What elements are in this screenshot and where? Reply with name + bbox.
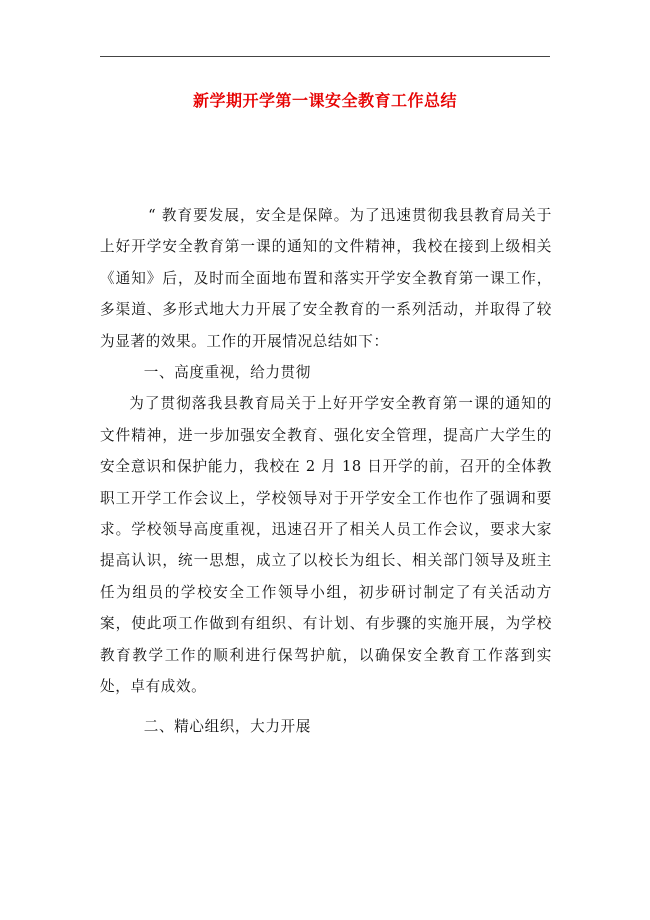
header-rule [100,56,550,57]
intro-paragraph: “ 教育要发展，安全是保障。为了迅速贯彻我县教育局关于上好开学安全教育第一课的通知的文件精神，我校在接到上级相关《通知》后，及时而全面地布置和落实开学安全教育第一课工作，多渠道、多形式地大力开展了安全教育的一系列活动，并取得了较为显著的效果。工作的开展情况总结如下： [100,207,552,350]
document-title: 新学期开学第一课安全教育工作总结 [192,91,457,110]
document-body [100,200,552,742]
section-heading-1: 一、高度重视，给力贯彻 [143,364,311,382]
section-1-paragraph: 为了贯彻落我县教育局关于上好开学安全教育第一课的通知的文件精神，进一步加强安全教育、强化安全管理，提高广大学生的安全意识和保护能力，我校在 2 月 18 日开学的前，召开的全体教职工开学工作会议上，学校领导对于开学安全工作也作了强调和要求。学校领导高度重视，迅速召开了相关人员工作会议，要求大家提高认识，统一思想，成立了以校长为组长、相关部门领导及班主任为组员的学校安全工作领导小组，初步研讨制定了有关活动方案，使此项工作做到有组织、有计划、有步骤的实施开展，为学校教育教学工作的顺利进行保驾护航，以确保安全教育工作落到实处，卓有成效。 [100,395,552,696]
section-heading-2: 二、精心组织，大力开展 [143,717,311,735]
